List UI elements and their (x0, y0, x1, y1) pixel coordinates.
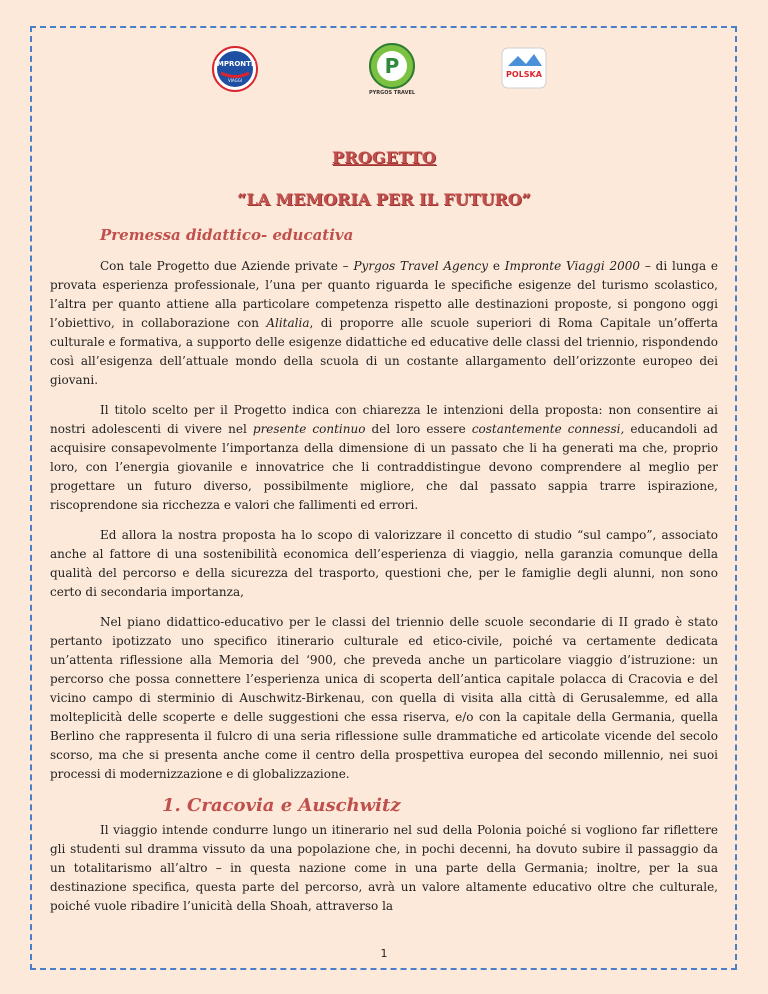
paragraph-viaggio: Il viaggio intende condurre lungo un itinerario nel sud della Polonia poiché si vogliono far riflettere gli studenti sul dramma vissuto da una popolazione che, in pochi decenni, ha dovuto subire il passaggio da un totalitarismo all’altro – in questa nazione come in una parte della Germania; inoltre, per la sua destinazione specifica, questa parte del percorso, avrà un valore altamente educativo oltre che culturale, poiché vuole ribadire l’unicità della Shoah, attraverso la (50, 823, 718, 913)
svg-text:VIAGGI: VIAGGI (228, 78, 242, 83)
paragraph-intro: Con tale Progetto due Aziende private – Pyrgos Travel Agency e Impronte Viaggi 2000 – di lunga e provata esperienza professionale, l’una per quanto riguarda le specifiche esigenze del turismo scolastico, l’altra per quanto attiene alla particolare competenza rispetto alle destinazioni proposte, si pongono oggi l’obiettivo, in collaborazione con Alitalia, di proporre alle scuole superiori di Roma Capitale un’offerta culturale e formativa, a supporto delle esigenze didattiche ed educative delle classi del triennio, rispondendo così all’esigenza dell’attuale mondo della scuola di un costante allargamento dell’orizzonte europeo dei giovani. (50, 259, 719, 387)
impronte-logo (212, 46, 258, 96)
paragraph-plan: Nel piano didattico-educativo per le classi del triennio delle scuole secondarie di II grado è stato pertanto ipotizzato uno specifico itinerario culturale ed etico-civile, poiché va certamente dedicata un’attenta riflessione alla Memoria del ‘900, che preveda anche un particolare viaggio d’istruzione: un percorso che possa connettere l’esperienza unica di scoperta dell’antica capitale polacca di Cracovia e del vicino campo di sterminio di Auschwitz-Birkenau, con quella di visita alla città di Gerusalemme, ed alla molteplicità delle scoperte e delle suggestioni che essa riserva, e/o con la capitale della Germania, quella Berlino che rappresenta il fulcro di una seria riflessione sulle drammatiche ed articolate vicende del secolo scorso, ma che si presenta anche come il centro della prospettiva europea del secondo millennio, nei suoi processi di modernizzazione e di globalizzazione. (50, 615, 718, 781)
paragraph-title: Il titolo scelto per il Progetto indica con chiarezza le intenzioni della proposta: non consentire ai nostri adolescenti di vivere nel presente continuo del loro essere costantemente connessi, educandoli ad acquisire consapevolmente l’importanza della dimensione di un passato che li ha generati ma che, proprio loro, con l’energia giovanile e innovatrice che li contraddistingue devono comprendere al meglio per progettare un futuro diverso, possibilmente migliore, che dal passato sappia trarre ispirazione, riscoprendone sia ricchezza e valori che fallimenti ed errori. (50, 403, 718, 512)
page-title: PROGETTO (332, 148, 436, 167)
svg-text:P: P (384, 54, 400, 78)
premessa-heading: Premessa didattico- educativa (100, 226, 354, 244)
section-heading-cracovia: 1. Cracovia e Auschwitz (162, 795, 401, 816)
svg-text:IMPRONTE: IMPRONTE (214, 60, 256, 68)
paragraph-proposal: Ed allora la nostra proposta ha lo scopo di valorizzare il concetto di studio “sul campo”, associato anche al fattore di una sostenibilità economica dell’esperienza di viaggio, nella garanzia comunque della qualità del percorso e della sicurezza del trasporto, questioni che, per le famiglie degli alunni, non sono certo di secondaria importanza, (50, 528, 718, 599)
pyrgos-caption: PYRGOS TRAVEL (368, 90, 416, 96)
document-body (50, 257, 718, 927)
project-subtitle: “LA MEMORIA PER IL FUTURO” (237, 190, 531, 209)
page-number: 1 (380, 947, 388, 960)
logo-bar (0, 42, 768, 104)
polska-logo (500, 46, 548, 94)
svg-text:POLSKA: POLSKA (506, 70, 542, 79)
pyrgos-travel-logo (362, 42, 422, 94)
